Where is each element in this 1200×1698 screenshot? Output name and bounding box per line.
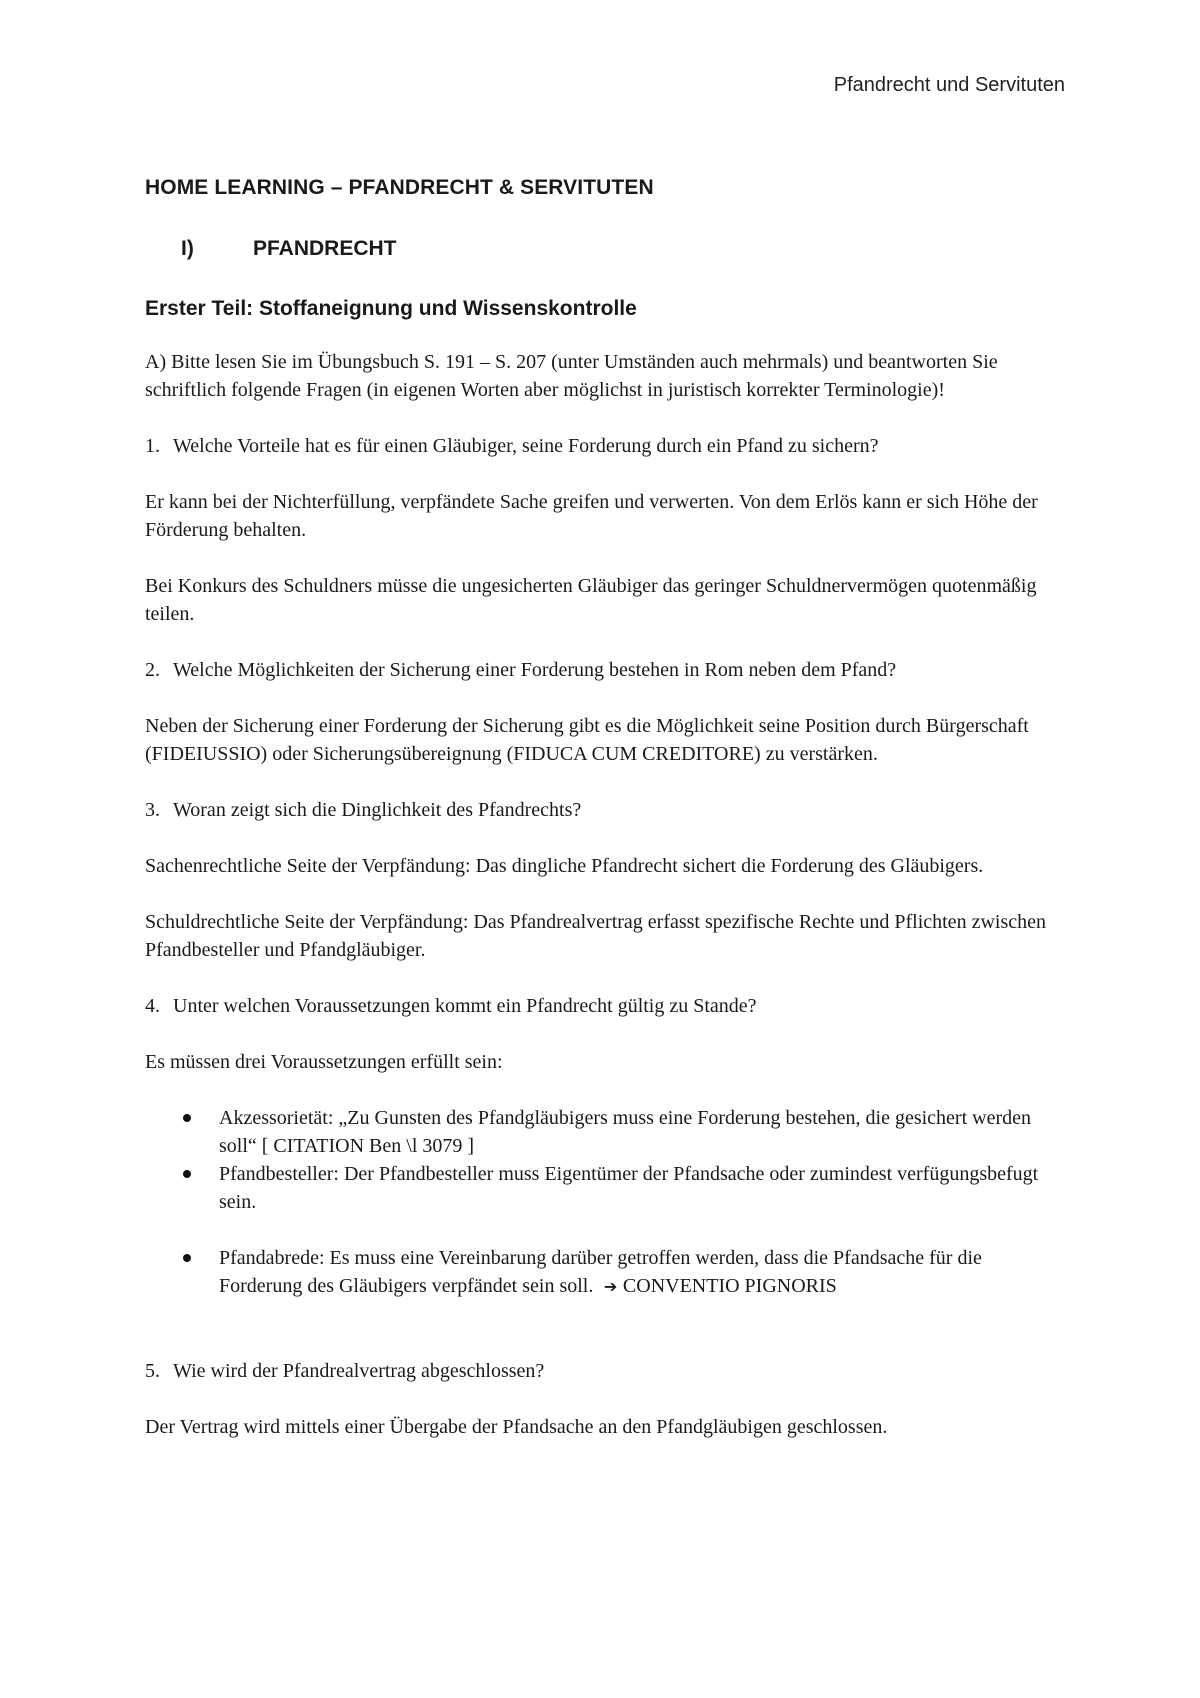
question-text: Wie wird der Pfandrealvertrag abgeschlossen? — [173, 1360, 545, 1382]
answer-5: Der Vertrag wird mittels einer Übergabe der Pfandsache an den Pfandgläubigen geschlossen. — [145, 1416, 888, 1438]
question-4 — [145, 992, 1065, 1020]
document-body — [145, 174, 1065, 1469]
question-text: Welche Vorteile hat es für einen Gläubiger, seine Forderung durch ein Pfand zu sichern? — [173, 435, 879, 457]
question-number: 5. — [145, 1360, 160, 1382]
term-text: CONVENTIO PIGNORIS — [622, 1275, 837, 1297]
arrow-right-icon: ➔ — [598, 1277, 623, 1296]
list-item-text: Pfandbesteller: Der Pfandbesteller muss Eigentümer der Pfandsache oder zumindest verfügungsbefugt sein. — [219, 1163, 1039, 1213]
part-heading: Erster Teil: Stoffaneignung und Wissenskontrolle — [145, 297, 637, 320]
document-title: HOME LEARNING – PFANDRECHT & SERVITUTEN — [145, 176, 654, 199]
answer-3b: Schuldrechtliche Seite der Verpfändung: Das Pfandrealvertrag erfasst spezifische Rechte und Pflichten zwischen Pfandbesteller und Pfandgläubiger. — [145, 911, 1046, 961]
section-title: PFANDRECHT — [253, 237, 397, 260]
question-1 — [145, 432, 1065, 460]
section-number: I) — [181, 237, 194, 260]
question-number: 4. — [145, 995, 160, 1017]
question-text: Woran zeigt sich die Dinglichkeit des Pfandrechts? — [173, 799, 582, 821]
answer-3a: Sachenrechtliche Seite der Verpfändung: Das dingliche Pfandrecht sichert die Forderung des Gläubigers. — [145, 855, 984, 877]
running-header: Pfandrecht und Servituten — [833, 74, 1065, 96]
list-item-text: Akzessorietät: „Zu Gunsten des Pfandgläubigers muss eine Forderung bestehen, die gesichert werden soll“ [ CITATION Ben \l 3079 ] — [219, 1107, 1031, 1157]
question-number: 3. — [145, 799, 160, 821]
list-item-text: Pfandabrede: Es muss eine Vereinbarung darüber getroffen werden, dass die Pfandsache für die Forderung des Gläubigers verpfändet sein soll. — [219, 1247, 982, 1297]
list-item — [145, 1244, 1065, 1301]
question-number: 1. — [145, 435, 160, 457]
list-item — [145, 1104, 1065, 1160]
answer-1b: Bei Konkurs des Schuldners müsse die ungesicherten Gläubiger das geringer Schuldnervermögen quotenmäßig teilen. — [145, 575, 1037, 625]
answer-4-intro: Es müssen drei Voraussetzungen erfüllt sein: — [145, 1051, 503, 1073]
question-number: 2. — [145, 659, 160, 681]
bullet-icon — [183, 1254, 191, 1262]
requirements-list — [145, 1104, 1065, 1301]
question-3 — [145, 796, 1065, 824]
question-2 — [145, 656, 1065, 684]
question-text: Unter welchen Voraussetzungen kommt ein Pfandrecht gültig zu Stande? — [173, 995, 757, 1017]
question-5 — [145, 1357, 1065, 1385]
bullet-icon — [183, 1170, 191, 1178]
answer-1a: Er kann bei der Nichterfüllung, verpfändete Sache greifen und verwerten. Von dem Erlös kann er sich Höhe der Förderung behalten. — [145, 491, 1038, 541]
bullet-icon — [183, 1114, 191, 1122]
spacer — [145, 1329, 1065, 1357]
section-heading — [145, 235, 1065, 263]
answer-2: Neben der Sicherung einer Forderung der Sicherung gibt es die Möglichkeit seine Position durch Bürgerschaft (FIDEIUSSIO) oder Sicherungsübereignung (FIDUCA CUM CREDITORE) zu verstärken. — [145, 715, 1029, 765]
question-text: Welche Möglichkeiten der Sicherung einer Forderung bestehen in Rom neben dem Pfand? — [173, 659, 897, 681]
intro-paragraph: A) Bitte lesen Sie im Übungsbuch S. 191 – S. 207 (unter Umständen auch mehrmals) und beantworten Sie schriftlich folgende Fragen (in eigenen Worten aber möglichst in juristisch korrekter Terminologie)! — [145, 351, 998, 401]
list-item — [145, 1160, 1065, 1216]
